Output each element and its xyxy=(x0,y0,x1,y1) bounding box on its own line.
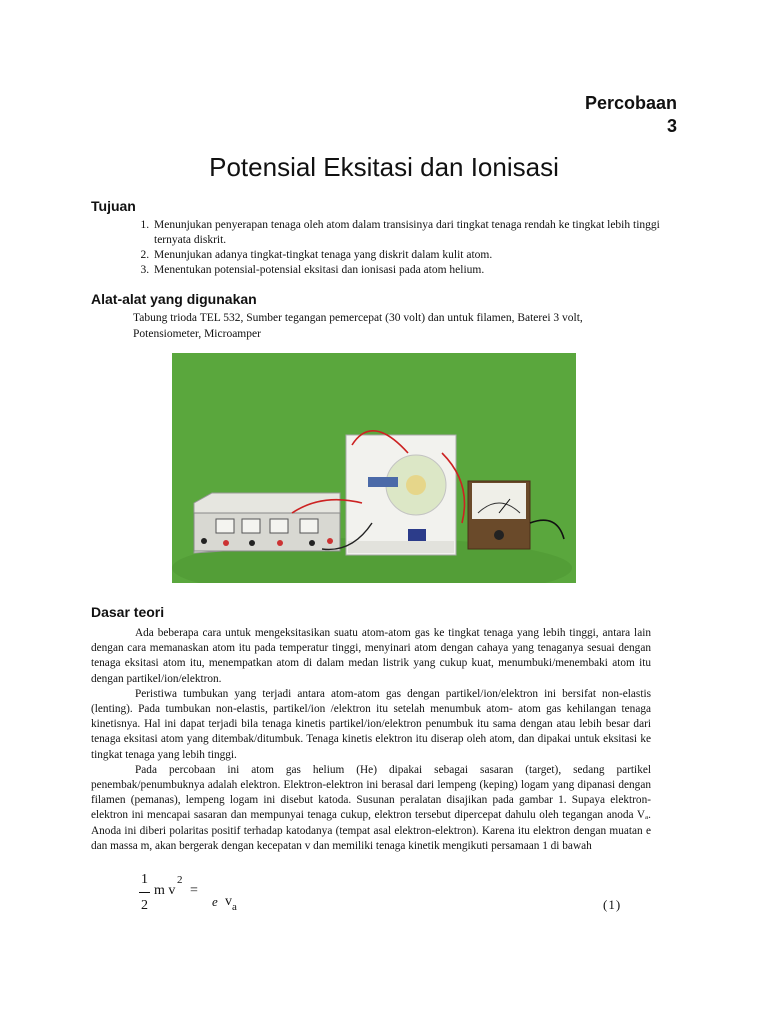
section-heading-alat: Alat-alat yang digunakan xyxy=(91,291,257,307)
experiment-label-text: Percobaan xyxy=(584,93,677,113)
section-heading-tujuan: Tujuan xyxy=(91,198,136,214)
fraction-bar xyxy=(139,892,150,893)
page-title: Potensial Eksitasi dan Ionisasi xyxy=(209,152,559,182)
list-item: 3. Menentukan potensial-potensial eksitasi dan ionisasi pada atom helium. xyxy=(152,263,684,278)
equation-charge: e xyxy=(212,894,218,909)
apparatus-photo xyxy=(172,353,576,583)
paragraph: Pada percobaan ini atom gas helium (He) dipakai sebagai sasaran (target), sedang partikel penembak/penumbuknya adalah elektron. Elektron-elektron ini berasal dari lempeng (keping) logam yang dipanasi dengan filamen (pemanas), lempeng logam ini disebut katoda. Susunan peralatan disajikan pada gambar 1. Supaya elektron-elektron ini mencapai sasaran dan mempunyai tenaga cukup, elektron tersebut dipercepat dahulu oleh tegangan anoda Vₐ. Anoda ini diberi polaritas positif terhadap katodanya (tempat asal elektron-elektron). Karena itu elektron dengan muatan e dan massa m, akan bergerak dengan kecepatan v dan memiliki tenaga kinetik mengikuti persamaan 1 di bawah xyxy=(91,763,651,852)
theory-text xyxy=(91,626,651,854)
paragraph: Ada beberapa cara untuk mengeksitasikan suatu atom-atom gas ke tingkat tenaga yang lebih tinggi, antara lain dengan cara memanaskan atom itu pada temperatur tinggi, menyinari atom dengan cahaya yang tenaganya sesuai dengan tenaga eksitasi atom itu, menempatkan atom di dalam medan listrik yang cukup kuat, menumbuki/menembaki atom itu dengan partikel/ion/elektron. xyxy=(91,627,651,685)
equation-subscript: a xyxy=(232,901,237,913)
equation-voltage: v xyxy=(225,894,232,909)
equation-denominator: 2 xyxy=(141,898,148,913)
equipment-text: Tabung trioda TEL 532, Sumber tegangan pemercepat (30 volt) dan untuk filamen, Baterei 3 volt, Potensiometer, Microamper xyxy=(133,312,583,340)
equation-numerator: 1 xyxy=(141,872,148,887)
section-heading-teori: Dasar teori xyxy=(91,604,165,620)
equation-mv: m v xyxy=(154,883,176,898)
list-item: 2. Menunjukan adanya tingkat-tingkat tenaga yang diskrit dalam kulit atom. xyxy=(152,248,684,263)
equation-exponent: 2 xyxy=(177,874,183,886)
experiment-number: 3 xyxy=(666,116,677,136)
equation-equals: = xyxy=(190,883,198,898)
experiment-label xyxy=(585,92,677,138)
equation-number: (1) xyxy=(603,897,622,912)
list-item: 1. Menunjukan penyerapan tenaga oleh atom dalam transisinya dari tingkat tenaga rendah ke tingkat lebih tinggi ternyata diskrit. xyxy=(152,218,684,248)
paragraph: Peristiwa tumbukan yang terjadi antara atom-atom gas dengan partikel/ion/elektron ini bersifat non-elastis (lenting). Pada tumbukan non-elastis, partikel/ion /elektron itu setelah menumbuk atom- atom gas kehilangan tenaga kinetisnya. Hal ini dapat terjadi bila tenaga kinetis partikel/ion/elektron penumbuk itu sama dengan atau lebih besar dari tenaga eksitasi atom yang ditembak/ditumbuk. Tenaga kinetis elektron itu diserap oleh atom, dan dipakai untuk eksitasi ke tingkat tenaga yang lebih tinggi. xyxy=(91,687,651,761)
aims-list xyxy=(133,218,684,278)
